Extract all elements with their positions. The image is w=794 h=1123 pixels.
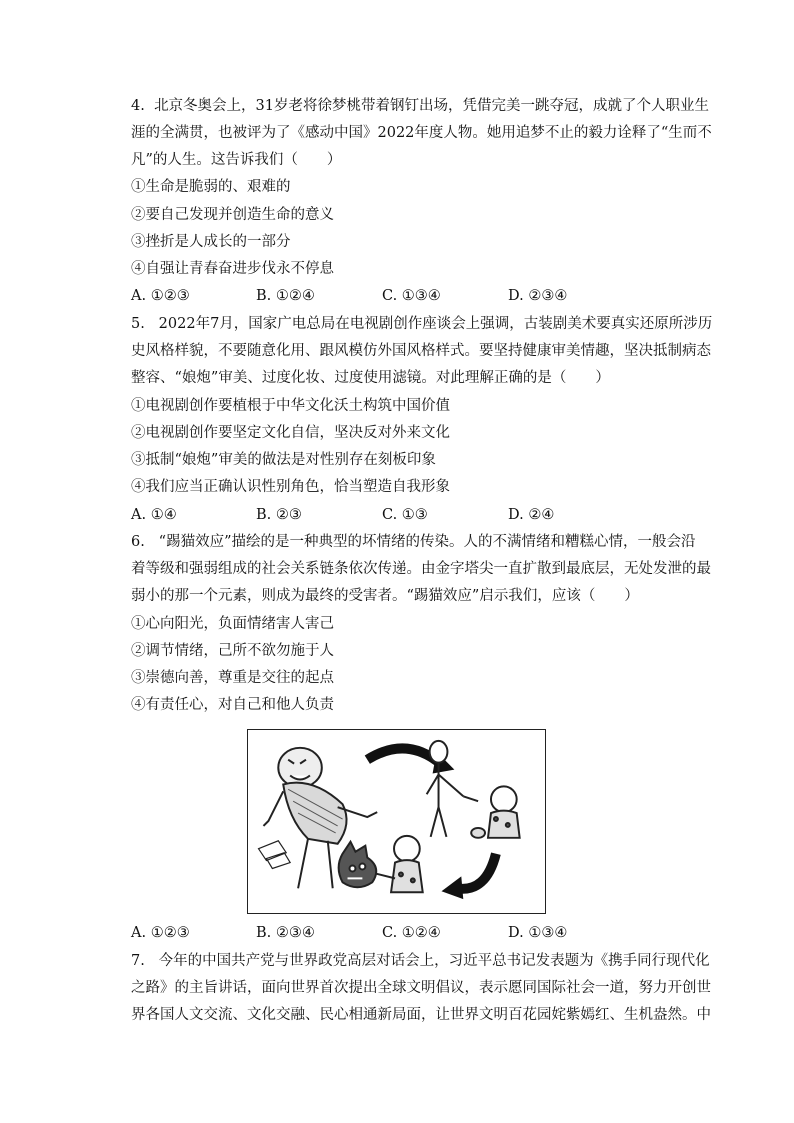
q6-option-c: C. ①②④ bbox=[382, 925, 441, 941]
q4-item-2: ②要自己发现并创造生命的意义 bbox=[131, 207, 334, 223]
q4-stem-line-3: 凡”的人生。这告诉我们（ ） bbox=[131, 152, 342, 168]
q5-stem-line-2: 史风格样貌，不要随意化用、跟风模仿外国风格样式。要坚持健康审美情趣，坚决抵制病态 bbox=[131, 343, 711, 359]
q6-item-2: ②调节情绪，己所不欲勿施于人 bbox=[131, 643, 334, 659]
q4-stem-text-1: 北京冬奥会上，31岁老将徐梦桃带着钢钉出场，凭借完美一跳夺冠，成就了个人职业生 bbox=[154, 98, 710, 114]
q7-number: 7. bbox=[131, 953, 145, 969]
q5-option-d: D. ②④ bbox=[508, 507, 555, 523]
q7-stem-text-1: 今年的中国共产党与世界政党高层对话会上，习近平总书记发表题为《携手同行现代化 bbox=[158, 953, 710, 969]
q5-number: 5. bbox=[131, 316, 145, 332]
q5-option-b: B. ②③ bbox=[256, 507, 302, 523]
q6-number: 6. bbox=[131, 534, 145, 550]
arrow-bottom-icon bbox=[442, 854, 496, 900]
q5-item-3: ③抵制“娘炮”审美的做法是对性别存在刻板印象 bbox=[131, 452, 436, 468]
q6-item-4: ④有责任心，对自己和他人负责 bbox=[131, 697, 334, 713]
q6-item-3: ③崇德向善，尊重是交往的起点 bbox=[131, 670, 334, 686]
q4-option-b: B. ①②④ bbox=[256, 288, 315, 304]
q4-stem-line-1 bbox=[131, 96, 709, 116]
q5-item-1: ①电视剧创作要植根于中华文化沃土构筑中国价值 bbox=[131, 398, 450, 414]
q5-option-c: C. ①③ bbox=[382, 507, 428, 523]
crying-child-figure bbox=[471, 786, 519, 837]
q4-stem-line-2: 涯的全满贯，也被评为了《感动中国》2022年度人物。她用追梦不止的毅力诠释了“生而不 bbox=[131, 125, 712, 141]
q6-option-b: B. ②③④ bbox=[256, 925, 315, 941]
q4-item-4: ④自强让青春奋进步伐永不停息 bbox=[131, 261, 334, 277]
q4-item-1: ①生命是脆弱的、艰难的 bbox=[131, 179, 291, 195]
q6-item-1: ①心向阳光，负面情绪害人害己 bbox=[131, 616, 334, 632]
q5-option-a: A. ①④ bbox=[131, 507, 177, 523]
q6-stem-text-1: “踢猫效应”描绘的是一种典型的坏情绪的传染。人的不满情绪和糟糕心情，一般会沿 bbox=[158, 534, 696, 550]
q7-stem-line-2: 之路》的主旨讲话，面向世界首次提出全球文明倡议，表示愿同国际社会一道，努力开创世 bbox=[131, 980, 711, 996]
q4-number: 4. bbox=[131, 98, 145, 114]
q5-item-4: ④我们应当正确认识性别角色，恰当塑造自我形象 bbox=[131, 479, 450, 495]
q6-option-a: A. ①②③ bbox=[131, 925, 190, 941]
q6-stem-line-2: 着等级和强弱组成的社会关系链条依次传递。由金字塔尖一直扩散到最底层，无处发泄的最 bbox=[131, 561, 711, 577]
father-figure bbox=[427, 741, 478, 837]
q4-item-3: ③挫折是人成长的一部分 bbox=[131, 234, 291, 250]
q4-option-a: A. ①②③ bbox=[131, 288, 190, 304]
q4-option-c: C. ①③④ bbox=[382, 288, 441, 304]
q7-stem-line-1 bbox=[131, 951, 710, 971]
kicking-child-figure bbox=[375, 836, 422, 892]
cartoon-drawing bbox=[248, 730, 545, 913]
q6-stem-line-3: 弱小的那一个元素，则成为最终的受害者。“踢猫效应”启示我们，应该（ ） bbox=[131, 588, 639, 604]
q4-option-d: D. ②③④ bbox=[508, 288, 568, 304]
q5-stem-line-3: 整容、“娘炮”审美、过度化妆、过度使用滤镜。对此理解正确的是（ ） bbox=[131, 370, 610, 386]
kick-cat-cartoon bbox=[247, 729, 546, 914]
q5-stem-text-1: 2022年7月，国家广电总局在电视剧创作座谈会上强调，古装剧美术要真实还原所涉历 bbox=[158, 316, 713, 332]
q6-option-d: D. ①③④ bbox=[508, 925, 568, 941]
cat-figure bbox=[339, 842, 377, 888]
q5-item-2: ②电视剧创作要坚定文化自信，坚决反对外来文化 bbox=[131, 425, 450, 441]
q5-stem-line-1 bbox=[131, 314, 712, 334]
q6-stem-line-1 bbox=[131, 532, 696, 552]
q7-stem-line-3: 界各国人文交流、文化交融、民心相通新局面，让世界文明百花园姹紫嫣红、生机盎然。中 bbox=[131, 1007, 711, 1023]
